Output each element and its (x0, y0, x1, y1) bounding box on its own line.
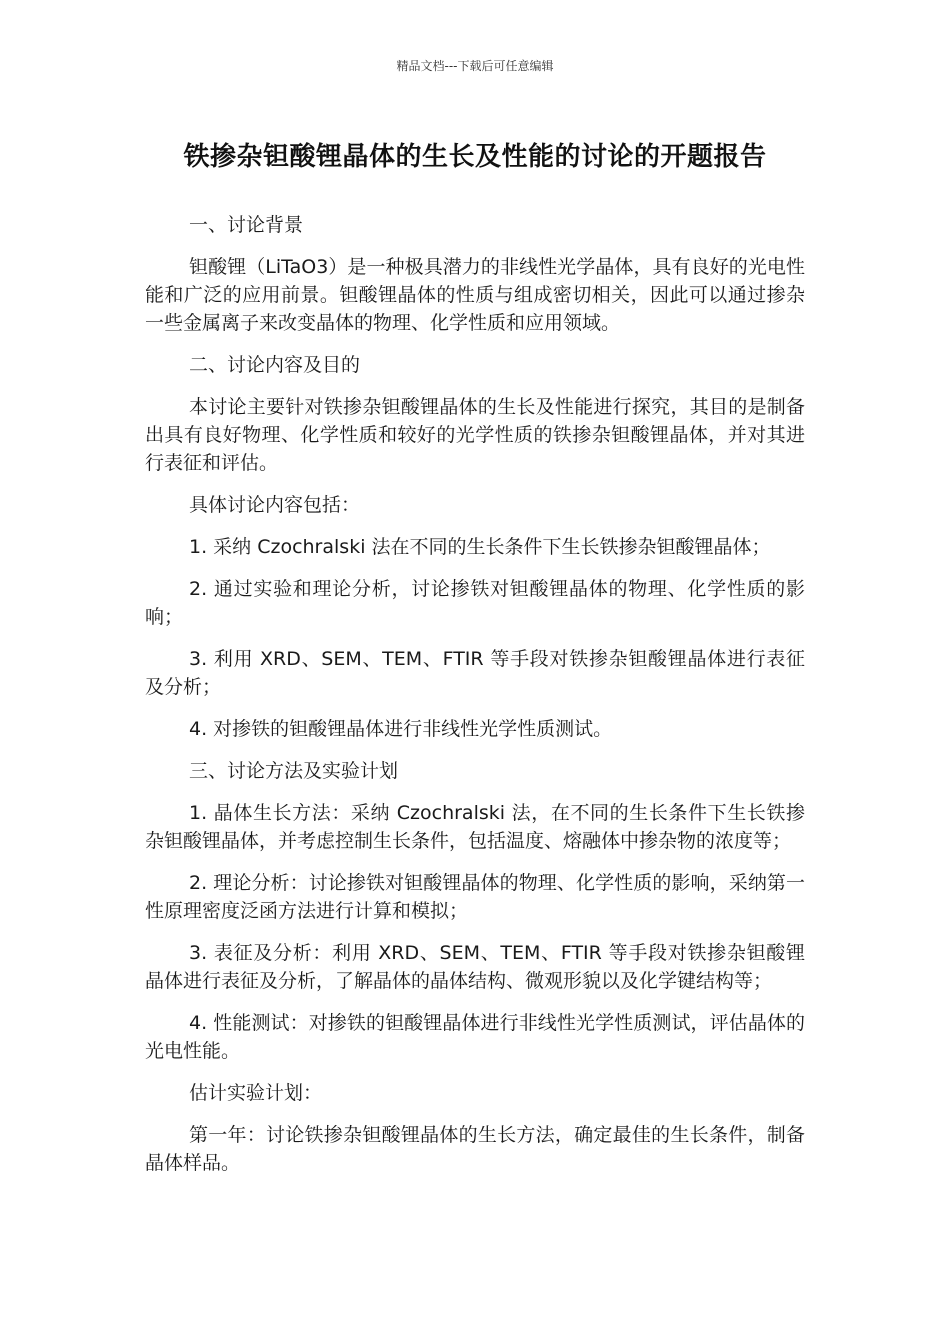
section-heading-methods: 三、讨论方法及实验计划 (189, 760, 399, 782)
list-item: 1. 采纳 Czochralski 法在不同的生长条件下生长铁掺杂钽酸锂晶体； (189, 536, 771, 558)
section-heading-content: 二、讨论内容及目的 (189, 354, 361, 376)
plan-heading: 估计实验计划： (189, 1082, 323, 1104)
plan-paragraph: 第一年：讨论铁掺杂钽酸锂晶体的生长方法，确定最佳的生长条件，制备晶体样品。 (145, 1124, 805, 1174)
list-item: 2. 通过实验和理论分析，讨论掺铁对钽酸锂晶体的物理、化学性质的影响； (145, 578, 805, 628)
paragraph-background: 钽酸锂（LiTaO3）是一种极具潜力的非线性光学晶体，具有良好的光电性能和广泛的应用前景。钽酸锂晶体的性质与组成密切相关，因此可以通过掺杂一些金属离子来改变晶体的物理、化学性质和应用领域。 (145, 256, 805, 334)
list-item: 1. 晶体生长方法：采纳 Czochralski 法，在不同的生长条件下生长铁掺杂钽酸锂晶体，并考虑控制生长条件，包括温度、熔融体中掺杂物的浓度等； (145, 802, 805, 852)
list-item: 4. 对掺铁的钽酸锂晶体进行非线性光学性质测试。 (189, 718, 613, 740)
list-item: 3. 利用 XRD、SEM、TEM、FTIR 等手段对铁掺杂钽酸锂晶体进行表征及分析； (145, 648, 805, 698)
document-body (145, 211, 805, 1191)
document-title: 铁掺杂钽酸锂晶体的生长及性能的讨论的开题报告 (183, 142, 767, 172)
paragraph-purpose: 本讨论主要针对铁掺杂钽酸锂晶体的生长及性能进行探究，其目的是制备出具有良好物理、化学性质和较好的光学性质的铁掺杂钽酸锂晶体，并对其进行表征和评估。 (145, 396, 805, 474)
list-item: 4. 性能测试：对掺铁的钽酸锂晶体进行非线性光学性质测试，评估晶体的光电性能。 (145, 1012, 805, 1062)
section-heading-background: 一、讨论背景 (189, 214, 304, 236)
list-item: 3. 表征及分析：利用 XRD、SEM、TEM、FTIR 等手段对铁掺杂钽酸锂晶体进行表征及分析，了解晶体的晶体结构、微观形貌以及化学键结构等； (145, 942, 805, 992)
list-item: 2. 理论分析：讨论掺铁对钽酸锂晶体的物理、化学性质的影响，采纳第一性原理密度泛函方法进行计算和模拟； (145, 872, 805, 922)
paragraph-content-intro: 具体讨论内容包括： (189, 494, 361, 516)
header-note: 精品文档---下载后可任意编辑 (396, 59, 554, 73)
